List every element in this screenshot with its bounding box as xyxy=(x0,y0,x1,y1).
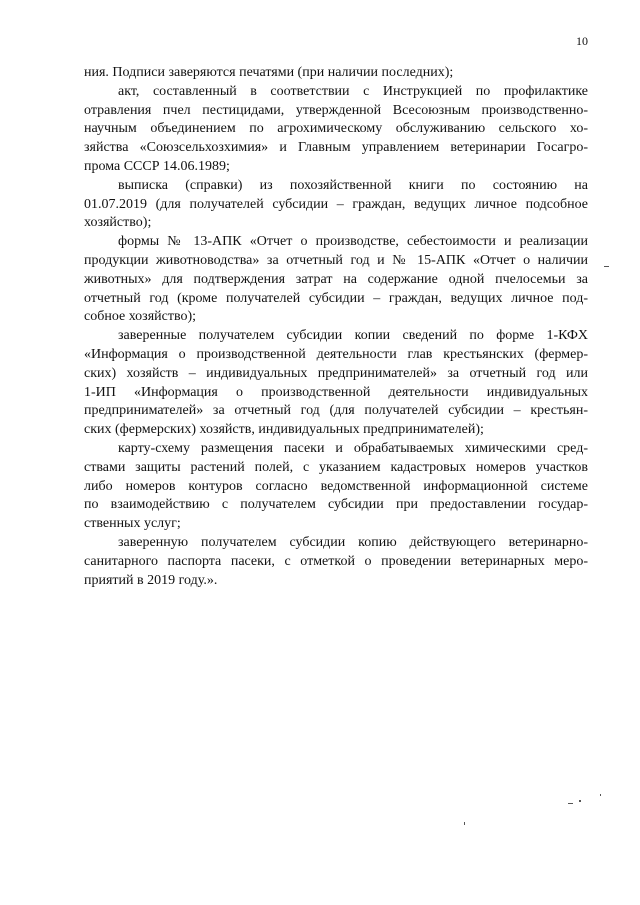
text-line: предпринимателей» за отчетный год (для получателей субсидии – крестьян- xyxy=(84,403,588,419)
text-line: 01.07.2019 (для получателей субсидии – граждан, ведущих личное подсобное xyxy=(84,196,588,212)
text-line: ния. Подписи заверяются печатями (при наличии последних); xyxy=(84,65,454,80)
text-line: ствами защиты растений полей, с указанием кадастровых номеров участков xyxy=(84,459,588,475)
text-line: 1-ИП «Информация о производственной деятельности индивидуальных xyxy=(84,384,588,400)
text-line: карту-схему размещения пасеки и обрабатываемых химическими сред- xyxy=(118,440,588,456)
text-line: отравления пчел пестицидами, утвержденной Всесоюзным производственно- xyxy=(84,102,588,118)
text-line: хозяйство); xyxy=(84,215,152,231)
text-line: прома СССР 14.06.1989; xyxy=(84,158,230,174)
text-line: заверенные получателем субсидии копии сведений по форме 1-КФХ xyxy=(118,328,588,344)
text-line: санитарного паспорта пасеки, с отметкой о проведении ветеринарных меро- xyxy=(84,553,588,569)
scan-speck xyxy=(579,800,581,802)
text-line: ских) хозяйств – индивидуальных предпринимателей» за отчетный год или xyxy=(84,365,588,381)
text-line: формы № 13-АПК «Отчет о производстве, себестоимости и реализации xyxy=(118,234,588,250)
scan-speck xyxy=(604,266,609,267)
text-line: акт, составленный в соответствии с Инструкцией по профилактике xyxy=(118,83,588,99)
text-line: зяйства «Союзсельхозхимия» и Главным управлением ветеринарии Госагро- xyxy=(84,140,588,156)
page-number: 10 xyxy=(576,34,588,48)
text-line: либо номеров контуров согласно ведомственной информационной системе xyxy=(84,478,588,494)
text-line: ских (фермерских) хозяйств, индивидуальных предпринимателей); xyxy=(84,422,484,438)
scan-speck xyxy=(464,822,465,825)
text-line: животных» для подтверждения затрат на содержание одной пчелосемьи за xyxy=(84,271,588,287)
text-line: выписка (справки) из похозяйственной книги по состоянию на xyxy=(118,177,588,193)
text-line: заверенную получателем субсидии копию действующего ветеринарно- xyxy=(118,534,588,550)
scan-speck xyxy=(600,794,601,796)
text-line: продукции животноводства» за отчетный год и № 15-АПК «Отчет о наличии xyxy=(84,252,588,268)
text-line: приятий в 2019 году.». xyxy=(84,572,218,588)
text-line: научным объединением по агрохимическому обслуживанию сельского хо- xyxy=(84,121,588,137)
text-line: отчетный год (кроме получателей субсидии – граждан, ведущих личное под- xyxy=(84,290,588,306)
text-line: по взаимодействию с получателем субсидии при предоставлении государ- xyxy=(84,497,588,513)
text-line: «Информация о производственной деятельности глав крестьянских (фермер- xyxy=(84,346,588,362)
scan-speck xyxy=(568,803,573,804)
document-body xyxy=(84,64,588,590)
text-line: собное хозяйство); xyxy=(84,309,197,325)
text-line: ственных услуг; xyxy=(84,516,181,532)
